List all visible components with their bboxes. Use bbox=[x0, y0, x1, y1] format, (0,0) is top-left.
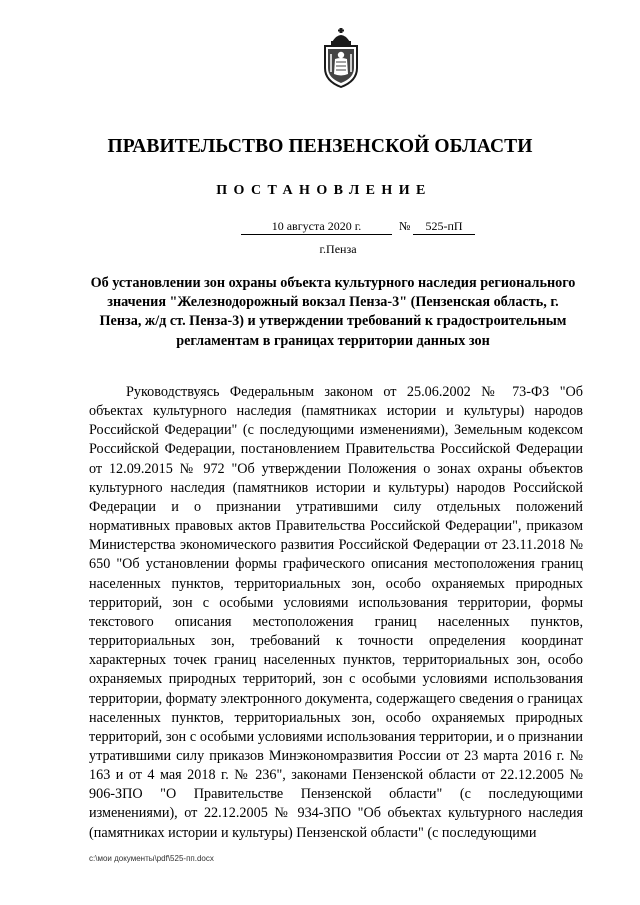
coat-of-arms-icon bbox=[322, 28, 360, 88]
number-sign: № bbox=[399, 219, 411, 233]
document-type: ПОСТАНОВЛЕНИЕ bbox=[216, 183, 432, 198]
city: г.Пенза bbox=[319, 242, 357, 256]
file-path-footer: c:\мои документы\pdf\525-пп.docx bbox=[89, 854, 214, 863]
date-number-line bbox=[0, 218, 640, 238]
document-body bbox=[89, 383, 583, 843]
document-title: Об установлении зон охраны объекта культурного наследия регионального значения "Железнодорожный вокзал Пенза-3" (Пензенская область, г. Пенза, ж/д ст. Пенза-3) и утверждении требований к градостроительным регламентам в границах территории данных зон bbox=[90, 275, 576, 349]
document-date: 10 августа 2020 г. bbox=[241, 218, 392, 235]
organization-name: ПРАВИТЕЛЬСТВО ПЕНЗЕНСКОЙ ОБЛАСТИ bbox=[107, 136, 533, 157]
document-number: 525-пП bbox=[413, 218, 475, 235]
body-paragraph: Руководствуясь Федеральным законом от 25.06.2002 № 73-ФЗ "Об объектах культурного наследия (памятниках истории и культуры) народов Российской Федерации" (с последующими изменениями), Земельным кодексом Российской Федерации, постановлением Правительства Российской Федерации от 12.09.2015 № 972 "Об утверждении Положения о зонах охраны объектов культурного наследия (памятников истории и культуры) народов Российской Федерации и о признании утратившими силу отдельных положений нормативных правовых актов Правительства Российской Федерации", приказом Министерства экономического развития Российской Федерации от 23.11.2018 № 650 "Об установлении формы графического описания местоположения границ населенных пунктов, территориальных зон, особо охраняемых природных территорий, зон с особыми условиями использования территории, формы текстового описания местоположения границ населенных пунктов, территориальных зон, требований к точности определения координат характерных точек границ населенных пунктов, территориальных зон, особо охраняемых природных территорий, зон с особыми условиями использования территории, формату электронного документа, содержащего сведения о границах населенных пунктов, территориальных зон, особо охраняемых природных территорий, зон с особыми условиями использования территории, и о признании утратившими силу приказов Минэкономразвития России от 23 марта 2016 г. № 163 и от 4 мая 2018 г. № 236", законами Пензенской области от 22.12.2005 № 906-ЗПО "О Правительстве Пензенской области" (с последующими изменениями), от 22.12.2005 № 934-ЗПО "Об объектах культурного наследия (памятниках истории и культуры) Пензенской области" (с последующими bbox=[89, 384, 583, 841]
